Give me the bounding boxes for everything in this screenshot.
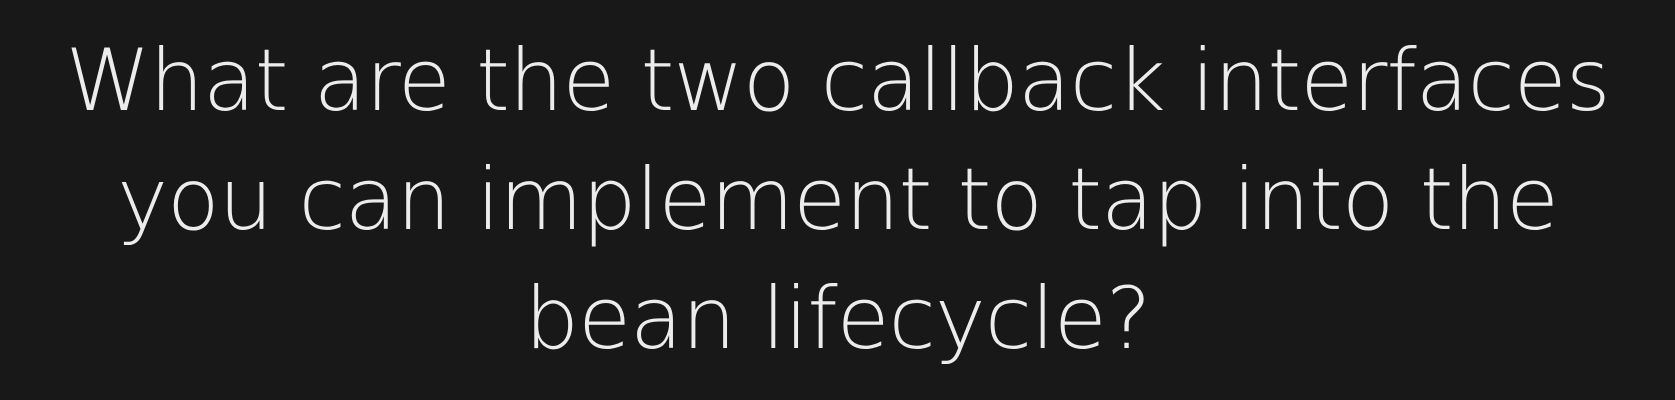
question-line-2: you can implement to tap into the: [117, 150, 1558, 250]
question-line-1: What are the two callback interfaces: [65, 31, 1610, 131]
question-line-3: bean lifecycle?: [524, 269, 1151, 369]
question-text: [0, 22, 1675, 379]
